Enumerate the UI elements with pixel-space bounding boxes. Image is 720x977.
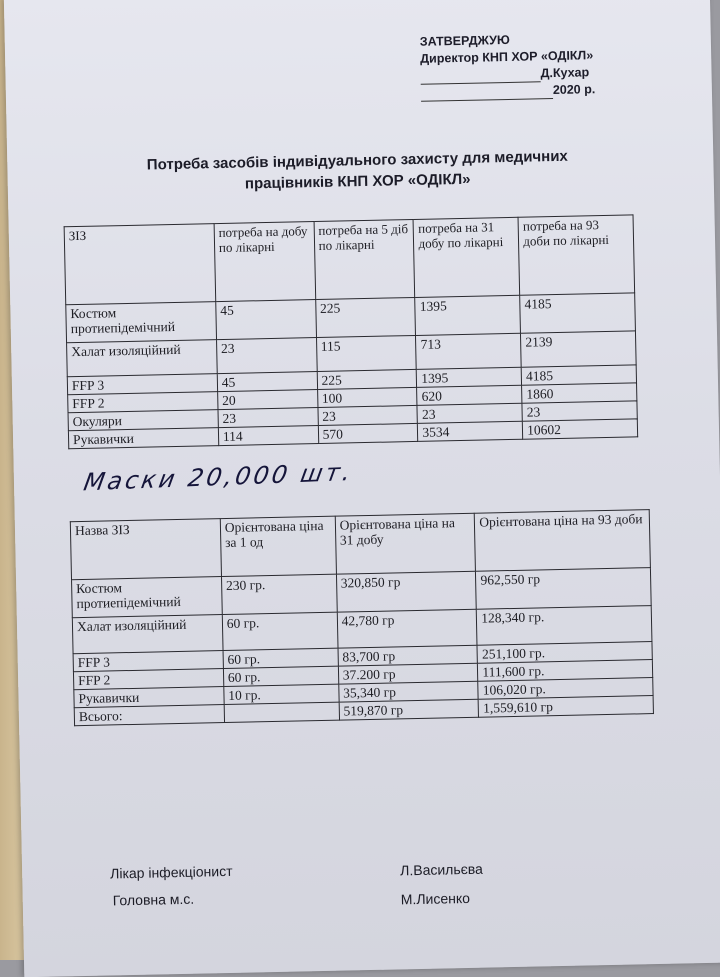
header-cell: потреба на 5 діб по лікарні [314, 219, 415, 299]
table-cell: 128,340 гр. [477, 606, 652, 646]
approval-position: Директор КНП ХОР «ОДІКЛ» [420, 48, 594, 66]
table-cell: 23 [318, 405, 418, 425]
table-cell: 519,870 гр [339, 699, 479, 720]
prices-body [72, 568, 654, 726]
table-cell: 23 [417, 403, 522, 423]
header-cell: потреба на добу по лікарні [214, 222, 315, 302]
title-line-2: працівників КНП ХОР «ОДІКЛ» [244, 170, 471, 193]
document-title [117, 145, 598, 197]
table-cell: FFP 3 [67, 374, 217, 395]
table-cell: 1,559,610 гр [479, 696, 654, 718]
table-cell [224, 702, 339, 722]
table-cell: 60 гр. [223, 648, 338, 668]
approval-signer: Д.Кухар [540, 65, 590, 81]
table-cell: 620 [417, 385, 522, 405]
table-cell: 230 гр. [221, 574, 337, 614]
table-cell: FFP 2 [73, 669, 223, 690]
table-cell: 106,020 гр. [478, 678, 653, 700]
table-cell: 3534 [418, 421, 523, 441]
table-cell: 1860 [522, 383, 637, 403]
table-cell: 45 [217, 372, 317, 392]
table-cell: Рукавички [68, 428, 218, 449]
table-cell: 20 [217, 390, 317, 410]
approval-date: 2020 р. [552, 82, 596, 98]
table-cell: 10 гр. [224, 684, 339, 704]
date-line [421, 85, 553, 102]
needs-header-row [64, 215, 635, 305]
table-cell: 962,550 гр [476, 568, 651, 610]
table-cell: FFP 2 [68, 392, 218, 413]
table-cell: 2139 [521, 331, 636, 367]
table-cell: 713 [416, 333, 521, 369]
document-page [4, 0, 720, 977]
table-cell: 60 гр. [223, 666, 338, 686]
signature-name-2: М.Лисенко [400, 889, 471, 908]
table-cell: 10602 [523, 419, 638, 439]
header-cell: Орієнтована ціна на 31 добу [335, 513, 476, 574]
table-cell: 37.200 гр [338, 663, 478, 684]
header-cell: потреба на 93 доби по лікарні [518, 215, 634, 295]
header-cell: Назва ЗІЗ [70, 519, 221, 580]
header-cell: Орієнтована ціна на 93 доби [475, 510, 651, 572]
table-cell: 23 [218, 408, 318, 428]
signature-role-1: Лікар інфекціонист [110, 862, 233, 882]
table-cell: Окуляри [68, 410, 218, 431]
table-cell: 570 [318, 423, 418, 443]
table-cell: 35,340 гр [338, 681, 478, 702]
table-cell: 60 гр. [222, 612, 338, 650]
table-cell: 111,600 гр. [478, 660, 653, 682]
handwritten-note: Маски 20,000 шт. [81, 457, 356, 497]
table-cell: 251,100 гр. [477, 642, 652, 664]
title-line-1: Потреба засобів індивідуального захисту для медичних [146, 147, 568, 174]
table-cell: 45 [216, 300, 317, 340]
needs-table [64, 214, 639, 449]
table-cell: Халат изоляційний [67, 340, 218, 377]
table-cell: 100 [317, 387, 417, 407]
table-cell: 83,700 гр [338, 645, 478, 666]
approval-heading: ЗАТВЕРДЖУЮ [419, 32, 510, 49]
signature-role-2: Головна м.с. [112, 890, 195, 909]
header-cell: ЗІЗ [64, 224, 215, 305]
table-cell: 23 [216, 338, 316, 374]
table-cell: 320,850 гр [336, 571, 476, 612]
table-cell: FFP 3 [73, 651, 223, 672]
table-cell: 4185 [520, 293, 636, 333]
table-cell: 225 [315, 297, 416, 337]
table-cell: Костюм протиепідемічний [72, 577, 223, 618]
signature-name-1: Л.Васильєва [400, 860, 484, 879]
table-cell: 225 [317, 369, 417, 389]
header-cell: потреба на 31 добу по лікарні [413, 217, 519, 297]
table-cell: 1395 [417, 367, 522, 387]
header-cell: Орієнтована ціна за 1 од [220, 516, 336, 576]
table-cell: 114 [218, 426, 318, 446]
table-cell: 23 [522, 401, 637, 421]
needs-body [66, 293, 638, 449]
table-cell: Всього: [74, 705, 224, 726]
table-cell: Рукавички [74, 687, 224, 708]
table-cell: Халат изоляційний [72, 615, 223, 654]
table-cell: Костюм протиепідемічний [66, 302, 217, 343]
approval-block [420, 30, 621, 102]
table-cell: 115 [316, 335, 416, 371]
table-cell: 1395 [415, 295, 521, 335]
table-cell: 4185 [521, 365, 636, 385]
prices-table [70, 509, 654, 726]
table-cell: 42,780 гр [337, 609, 477, 648]
